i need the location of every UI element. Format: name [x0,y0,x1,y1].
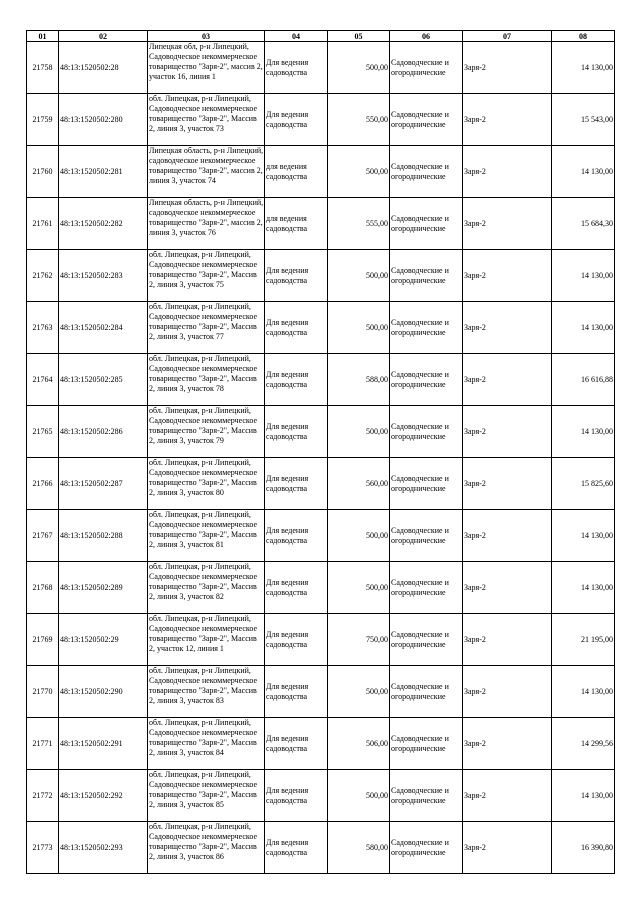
cadastral-number-cell: 48:13:1520502:29 [59,614,148,666]
address-text: обл. Липецкая, р-н Липецкий, Садоводческое некоммерческое товарищество "Заря-2", Массив 2, линия 3, участок 73 [149,94,258,133]
row-number-cell: 21770 [27,666,59,718]
cadastral-value-cell: 14 130,00 [552,250,615,302]
address-cell [148,406,265,458]
address-text: Липецкая область, р-н Липецкий, садоводческое некоммерческое товарищество "Заря-2", массив 2, линия 3, участок 76 [149,198,264,237]
cadastral-value-cell: 21 195,00 [552,614,615,666]
row-number-cell: 21765 [27,406,59,458]
partnership-name-cell: Заря-2 [463,94,552,146]
table-row [27,562,615,614]
row-number-cell: 21768 [27,562,59,614]
address-cell [148,770,265,822]
table-row [27,302,615,354]
land-category-cell: Садоводческие и огороднические [390,406,463,458]
address-text: обл. Липецкая, р-н Липецкий, Садоводческое некоммерческое товарищество "Заря-2", Массив 2, линия 3, участок 86 [149,822,258,861]
cadastral-value-cell: 15 684,30 [552,198,615,250]
cadastral-number-cell: 48:13:1520502:289 [59,562,148,614]
cadastral-value-cell: 14 299,56 [552,718,615,770]
address-text: обл. Липецкая, р-н Липецкий, Садоводческое некоммерческое товарищество "Заря-2", Массив 2, линия 3, участок 83 [149,666,258,705]
area-cell: 500,00 [328,250,390,302]
land-category-cell: Садоводческие и огороднические [390,146,463,198]
address-cell [148,198,265,250]
cadastral-value-cell: 14 130,00 [552,42,615,94]
address-cell [148,562,265,614]
row-number-cell: 21761 [27,198,59,250]
table-row [27,94,615,146]
land-category-cell: Садоводческие и огороднические [390,302,463,354]
column-header: 02 [59,31,148,42]
row-number-cell: 21773 [27,822,59,874]
cadastral-number-cell: 48:13:1520502:285 [59,354,148,406]
permitted-use-cell: Для ведения садоводства [265,42,328,94]
cadastral-number-cell: 48:13:1520502:280 [59,94,148,146]
partnership-name-cell: Заря-2 [463,562,552,614]
cadastral-number-cell: 48:13:1520502:282 [59,198,148,250]
permitted-use-cell: Для ведения садоводства [265,302,328,354]
address-cell [148,354,265,406]
row-number-cell: 21758 [27,42,59,94]
row-number-cell: 21762 [27,250,59,302]
address-cell [148,718,265,770]
permitted-use-cell: для ведения садоводства [265,198,328,250]
land-category-cell: Садоводческие и огороднические [390,666,463,718]
table-row [27,458,615,510]
partnership-name-cell: Заря-2 [463,614,552,666]
cadastral-number-cell: 48:13:1520502:292 [59,770,148,822]
permitted-use-cell: Для ведения садоводства [265,562,328,614]
area-cell: 506,00 [328,718,390,770]
address-cell [148,510,265,562]
cadastral-number-cell: 48:13:1520502:286 [59,406,148,458]
land-category-cell: Садоводческие и огороднические [390,354,463,406]
cadastral-value-cell: 14 130,00 [552,406,615,458]
land-category-cell: Садоводческие и огороднические [390,822,463,874]
area-cell: 580,00 [328,822,390,874]
column-header: 06 [390,31,463,42]
table-row [27,406,615,458]
document-page [26,30,614,874]
row-number-cell: 21763 [27,302,59,354]
table-row [27,250,615,302]
land-category-cell: Садоводческие и огороднические [390,198,463,250]
address-text: обл. Липецкая, р-н Липецкий, Садоводческое некоммерческое товарищество "Заря-2", Массив 2, линия 3, участок 79 [149,406,258,445]
partnership-name-cell: Заря-2 [463,666,552,718]
table-row [27,146,615,198]
land-category-cell: Садоводческие и огороднические [390,42,463,94]
cadastral-value-cell: 14 130,00 [552,302,615,354]
partnership-name-cell: Заря-2 [463,42,552,94]
header-row [27,31,615,42]
row-number-cell: 21766 [27,458,59,510]
cadastral-number-cell: 48:13:1520502:28 [59,42,148,94]
column-header: 04 [265,31,328,42]
table-row [27,614,615,666]
partnership-name-cell: Заря-2 [463,146,552,198]
land-category-cell: Садоводческие и огороднические [390,614,463,666]
area-cell: 500,00 [328,146,390,198]
land-category-cell: Садоводческие и огороднические [390,458,463,510]
partnership-name-cell: Заря-2 [463,822,552,874]
partnership-name-cell: Заря-2 [463,354,552,406]
cadastral-value-cell: 14 130,00 [552,666,615,718]
permitted-use-cell: Для ведения садоводства [265,718,328,770]
permitted-use-cell: для ведения садоводства [265,146,328,198]
cadastral-number-cell: 48:13:1520502:281 [59,146,148,198]
cadastral-value-cell: 15 825,60 [552,458,615,510]
address-text: обл. Липецкая, р-н Липецкий, Садоводческое некоммерческое товарищество "Заря-2", Массив 2, линия 3, участок 75 [149,250,258,289]
address-text: обл. Липецкая, р-н Липецкий, Садоводческое некоммерческое товарищество "Заря-2", Массив 2, линия 3, участок 80 [149,458,258,497]
cadastral-value-cell: 14 130,00 [552,562,615,614]
permitted-use-cell: Для ведения садоводства [265,614,328,666]
address-text: обл. Липецкая, р-н Липецкий, Садоводческое некоммерческое товарищество "Заря-2", Массив 2, линия 3, участок 81 [149,510,258,549]
row-number-cell: 21767 [27,510,59,562]
area-cell: 500,00 [328,770,390,822]
table-row [27,718,615,770]
address-cell [148,146,265,198]
address-text: обл. Липецкая, р-н Липецкий, Садоводческое некоммерческое товарищество "Заря-2", Массив 2, линия 3, участок 85 [149,770,258,809]
table-body [27,42,615,874]
table-row [27,770,615,822]
address-cell [148,614,265,666]
column-header: 05 [328,31,390,42]
cadastral-number-cell: 48:13:1520502:293 [59,822,148,874]
column-header: 07 [463,31,552,42]
cadastral-number-cell: 48:13:1520502:288 [59,510,148,562]
area-cell: 500,00 [328,666,390,718]
cadastral-value-cell: 15 543,00 [552,94,615,146]
cadastral-table [26,30,615,874]
address-cell [148,458,265,510]
permitted-use-cell: Для ведения садоводства [265,354,328,406]
area-cell: 555,00 [328,198,390,250]
area-cell: 588,00 [328,354,390,406]
land-category-cell: Садоводческие и огороднические [390,718,463,770]
address-text: обл. Липецкая, р-н Липецкий, Садоводческое некоммерческое товарищество "Заря-2", Массив 2, линия 3, участок 78 [149,354,258,393]
partnership-name-cell: Заря-2 [463,198,552,250]
column-header: 01 [27,31,59,42]
cadastral-value-cell: 14 130,00 [552,510,615,562]
land-category-cell: Садоводческие и огороднические [390,562,463,614]
land-category-cell: Садоводческие и огороднические [390,94,463,146]
partnership-name-cell: Заря-2 [463,510,552,562]
address-text: обл. Липецкая, р-н Липецкий, Садоводческое некоммерческое товарищество "Заря-2", Массив 2, линия 3, участок 77 [149,302,258,341]
row-number-cell: 21760 [27,146,59,198]
column-header: 08 [552,31,615,42]
table-row [27,822,615,874]
permitted-use-cell: Для ведения садоводства [265,770,328,822]
permitted-use-cell: Для ведения садоводства [265,458,328,510]
cadastral-number-cell: 48:13:1520502:284 [59,302,148,354]
cadastral-number-cell: 48:13:1520502:283 [59,250,148,302]
cadastral-value-cell: 14 130,00 [552,770,615,822]
partnership-name-cell: Заря-2 [463,770,552,822]
area-cell: 550,00 [328,94,390,146]
address-text: обл. Липецкая, р-н Липецкий, Садоводческое некоммерческое товарищество "Заря-2", Массив 2, участок 12, линия 1 [149,614,258,653]
address-cell [148,94,265,146]
cadastral-value-cell: 14 130,00 [552,146,615,198]
area-cell: 500,00 [328,406,390,458]
address-cell [148,822,265,874]
area-cell: 500,00 [328,42,390,94]
table-row [27,666,615,718]
row-number-cell: 21759 [27,94,59,146]
cadastral-number-cell: 48:13:1520502:290 [59,666,148,718]
permitted-use-cell: Для ведения садоводства [265,94,328,146]
table-row [27,42,615,94]
address-text: обл. Липецкая, р-н Липецкий, Садоводческое некоммерческое товарищество "Заря-2", Массив 2, линия 3, участок 82 [149,562,258,601]
area-cell: 500,00 [328,510,390,562]
cadastral-number-cell: 48:13:1520502:287 [59,458,148,510]
area-cell: 560,00 [328,458,390,510]
table-row [27,354,615,406]
address-text: Липецкая обл, р-н Липецкий, Садоводческое некоммерческое товарищество "Заря-2", массив 2, участок 16, линия 1 [149,42,263,81]
row-number-cell: 21764 [27,354,59,406]
address-cell [148,250,265,302]
partnership-name-cell: Заря-2 [463,718,552,770]
cadastral-value-cell: 16 616,88 [552,354,615,406]
row-number-cell: 21772 [27,770,59,822]
area-cell: 750,00 [328,614,390,666]
permitted-use-cell: Для ведения садоводства [265,406,328,458]
address-cell [148,42,265,94]
partnership-name-cell: Заря-2 [463,458,552,510]
land-category-cell: Садоводческие и огороднические [390,770,463,822]
permitted-use-cell: Для ведения садоводства [265,250,328,302]
area-cell: 500,00 [328,562,390,614]
land-category-cell: Садоводческие и огороднические [390,250,463,302]
address-cell [148,666,265,718]
partnership-name-cell: Заря-2 [463,250,552,302]
address-cell [148,302,265,354]
area-cell: 500,00 [328,302,390,354]
column-header: 03 [148,31,265,42]
address-text: обл. Липецкая, р-н Липецкий, Садоводческое некоммерческое товарищество "Заря-2", Массив 2, линия 3, участок 84 [149,718,258,757]
permitted-use-cell: Для ведения садоводства [265,822,328,874]
table-row [27,198,615,250]
row-number-cell: 21771 [27,718,59,770]
cadastral-value-cell: 16 390,80 [552,822,615,874]
permitted-use-cell: Для ведения садоводства [265,666,328,718]
partnership-name-cell: Заря-2 [463,302,552,354]
row-number-cell: 21769 [27,614,59,666]
address-text: Липецкая область, р-н Липецкий, садоводческое некоммерческое товарищество "Заря-2", массив 2, линия 3, участок 74 [149,146,264,185]
land-category-cell: Садоводческие и огороднические [390,510,463,562]
permitted-use-cell: Для ведения садоводства [265,510,328,562]
partnership-name-cell: Заря-2 [463,406,552,458]
cadastral-number-cell: 48:13:1520502:291 [59,718,148,770]
table-row [27,510,615,562]
